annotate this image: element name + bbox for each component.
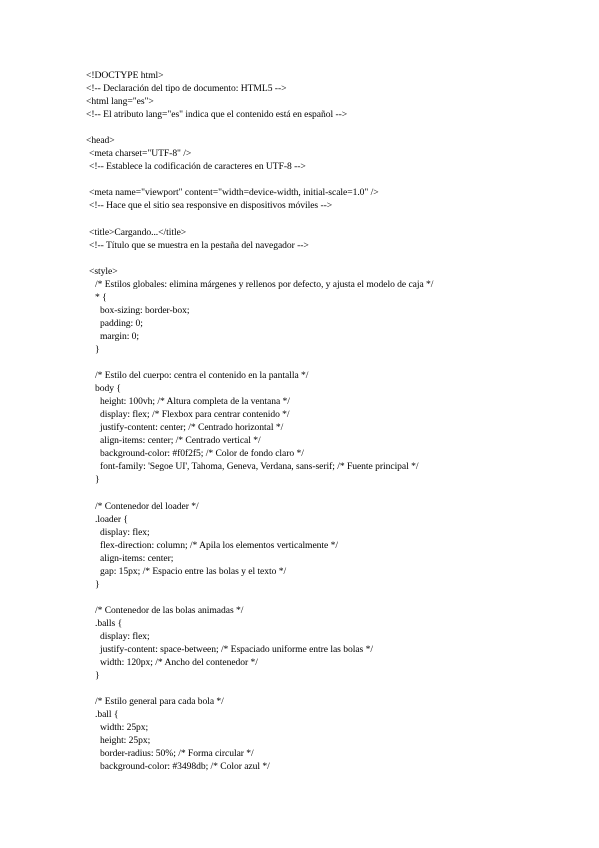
blank-line <box>86 173 586 186</box>
code-line: display: flex; <box>100 631 150 643</box>
code-line: border-radius: 50%; /* Forma circular */ <box>100 748 254 760</box>
blank-line <box>86 356 586 369</box>
code-line: margin: 0; <box>100 330 140 342</box>
code-line: .ball { <box>95 709 119 721</box>
blank-line <box>86 682 586 695</box>
code-line: <meta name="viewport" content="width=device-width, initial-scale=1.0" /> <box>89 187 379 199</box>
code-line: align-items: center; /* Centrado vertical */ <box>100 435 261 447</box>
code-line: height: 100vh; /* Altura completa de la ventana */ <box>100 396 290 408</box>
code-line: } <box>95 343 100 355</box>
code-line: .loader { <box>95 513 128 525</box>
code-line: * { <box>95 291 107 303</box>
code-line: width: 120px; /* Ancho del contenedor */ <box>100 657 258 669</box>
blank-line <box>86 252 586 265</box>
code-line: <!-- Hace que el sitio sea responsive en dispositivos móviles --> <box>89 200 333 212</box>
blank-line <box>86 121 586 134</box>
code-line: } <box>95 474 100 486</box>
code-line: <meta charset="UTF-8" /> <box>89 148 192 160</box>
code-line: <html lang="es"> <box>86 96 154 108</box>
code-line: flex-direction: column; /* Apila los elementos verticalmente */ <box>100 539 338 551</box>
code-line: width: 25px; <box>100 722 149 734</box>
code-line: justify-content: space-between; /* Espaciado uniforme entre las bolas */ <box>100 644 373 656</box>
code-line: display: flex; /* Flexbox para centrar contenido */ <box>100 409 290 421</box>
code-line: box-sizing: border-box; <box>100 304 190 316</box>
code-line: justify-content: center; /* Centrado horizontal */ <box>100 422 284 434</box>
code-line: background-color: #f0f2f5; /* Color de fondo claro */ <box>100 448 304 460</box>
code-line: /* Contenedor del loader */ <box>95 500 199 512</box>
code-line: display: flex; <box>100 526 150 538</box>
blank-line <box>86 213 586 226</box>
code-line: /* Estilo del cuerpo: centra el contenido en la pantalla */ <box>95 370 309 382</box>
blank-line <box>86 487 586 500</box>
code-line: <!-- El atributo lang="es" indica que el contenido está en español --> <box>86 109 348 121</box>
code-line: <style> <box>89 265 118 277</box>
code-line: /* Estilos globales: elimina márgenes y rellenos por defecto, y ajusta el modelo de caja */ <box>95 278 434 290</box>
code-line: height: 25px; <box>100 735 151 747</box>
code-line: <!-- Declaración del tipo de documento: HTML5 --> <box>86 83 287 95</box>
code-listing <box>86 69 586 774</box>
code-line: <!-- Establece la codificación de caracteres en UTF-8 --> <box>89 161 306 173</box>
code-line: } <box>95 578 100 590</box>
code-line: font-family: 'Segoe UI', Tahoma, Geneva, Verdana, sans-serif; /* Fuente principal */ <box>100 461 419 473</box>
code-line: align-items: center; <box>100 552 174 564</box>
code-line: <!-- Título que se muestra en la pestaña del navegador --> <box>89 239 309 251</box>
code-line: /* Estilo general para cada bola */ <box>95 696 224 708</box>
code-line: <title>Cargando...</title> <box>89 226 187 238</box>
code-line: gap: 15px; /* Espacio entre las bolas y el texto */ <box>100 565 287 577</box>
code-line: <!DOCTYPE html> <box>86 70 164 81</box>
code-line: background-color: #3498db; /* Color azul */ <box>100 761 270 773</box>
code-line: <head> <box>86 135 115 147</box>
code-line: } <box>95 670 100 682</box>
blank-line <box>86 591 586 604</box>
code-line: body { <box>95 383 121 395</box>
code-line: /* Contenedor de las bolas animadas */ <box>95 604 244 616</box>
code-line: .balls { <box>95 617 123 629</box>
code-line: padding: 0; <box>100 317 143 329</box>
